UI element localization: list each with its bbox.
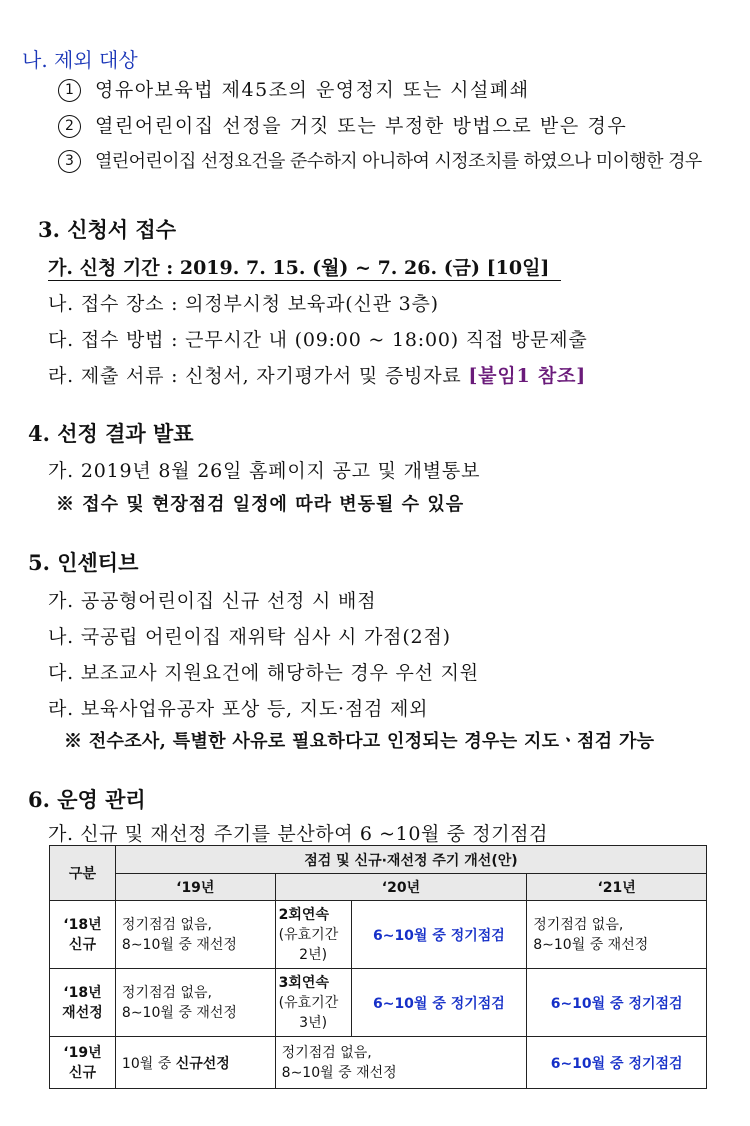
table-main-header: 점검 및 신규·재선정 주기 개선(안) — [115, 846, 706, 874]
incentive-item-1: 가. 공공형어린이집 신규 선정 시 배점 — [48, 590, 377, 612]
cell-text: 8∼10월 중 재선정 — [533, 936, 649, 953]
cell-text: 8∼10월 중 재선정 — [121, 936, 237, 953]
section-title-application: 3. 신청서 접수 — [38, 217, 176, 242]
cell-text: (유효기간 — [278, 926, 339, 943]
cell-text: 2년) — [299, 946, 328, 963]
cell-text: 정기점검 없음, — [533, 916, 624, 933]
cell-text: 정기점검 없음, — [121, 916, 212, 933]
cell-19 — [115, 1037, 275, 1089]
row-label-year: ‘18년 — [63, 984, 102, 1001]
cell-text: 신규선정 — [175, 1055, 230, 1072]
cell-20-inspection: 6∼10월 중 정기점검 — [351, 901, 527, 969]
cell-text: 3년) — [299, 1014, 328, 1031]
result-note: ※ 접수 및 현장점검 일정에 따라 변동될 수 있음 — [56, 494, 465, 515]
cell-21 — [527, 901, 707, 969]
year-header-21: ‘21년 — [527, 874, 707, 901]
cell-19 — [115, 969, 275, 1037]
application-period-text: 가. 신청 기간 : 2019. 7. 15. (월) ~ 7. 26. (금) [10일] — [48, 257, 561, 281]
application-documents-text: 라. 제출 서류 : 신청서, 자기평가서 및 증빙자료 — [48, 365, 462, 387]
incentive-item-2: 나. 국공립 어린이집 재위탁 심사 시 가점(2점) — [48, 626, 451, 648]
row-label-type: 재선정 — [62, 1004, 103, 1021]
cell-text: 2회연속 — [278, 906, 329, 923]
application-method: 다. 접수 방법 : 근무시간 내 (09:00 ~ 18:00) 직접 방문제출 — [48, 329, 588, 351]
attachment-reference: [붙임1 참조] — [468, 365, 587, 387]
circled-number: 2 — [58, 115, 81, 138]
exclusion-item-text: 열린어린이집 선정요건을 준수하지 아니하여 시정조치를 하였으나 미이행한 경우 — [95, 151, 702, 172]
application-period — [48, 253, 561, 280]
exclusion-item-2 — [58, 111, 627, 138]
year-header-20: ‘20년 — [275, 874, 527, 901]
cell-text: 8∼10월 중 재선정 — [281, 1064, 397, 1081]
cell-text: 3회연속 — [278, 974, 329, 991]
incentive-note: ※ 전수조사, 특별한 사유로 필요하다고 인정되는 경우는 지도ㆍ점검 가능 — [64, 731, 655, 752]
incentive-item-3: 다. 보조교사 지원요건에 해당하는 경우 우선 지원 — [48, 662, 479, 684]
cell-text: 8∼10월 중 재선정 — [121, 1004, 237, 1021]
row-label-year: ‘19년 — [63, 1044, 102, 1061]
exclusion-item-3 — [58, 147, 702, 173]
exclusion-item-text: 영유아보육법 제45조의 운영정지 또는 시설폐쇄 — [95, 79, 530, 101]
inspection-schedule-table — [49, 845, 707, 1089]
application-documents — [48, 361, 586, 388]
table-row — [50, 901, 707, 969]
circled-number: 1 — [58, 79, 81, 102]
row-label — [50, 901, 116, 969]
application-place: 나. 접수 장소 : 의정부시청 보육과(신관 3층) — [48, 293, 439, 315]
cell-21: 6∼10월 중 정기점검 — [527, 1037, 707, 1089]
section-title-result: 4. 선정 결과 발표 — [28, 421, 194, 446]
row-label-type: 신규 — [68, 936, 96, 953]
table-row — [50, 969, 707, 1037]
cell-text: 정기점검 없음, — [281, 1044, 372, 1061]
cell-text: (유효기간 — [278, 994, 339, 1011]
section-title-operation: 6. 운영 관리 — [28, 787, 146, 812]
cell-20-inspection: 6∼10월 중 정기점검 — [351, 969, 527, 1037]
year-header-19: ‘19년 — [115, 874, 275, 901]
row-label-type: 신규 — [68, 1064, 96, 1081]
exclusion-item-text: 열린어린이집 선정을 거짓 또는 부정한 방법으로 받은 경우 — [95, 115, 628, 137]
operation-item: 가. 신규 및 재선정 주기를 분산하여 6 ~10월 중 정기점검 — [48, 823, 549, 845]
row-label — [50, 1037, 116, 1089]
cell-text: 10월 중 — [121, 1055, 176, 1072]
exclusion-item-1 — [58, 75, 530, 102]
table-corner-header: 구분 — [50, 846, 116, 901]
result-announcement: 가. 2019년 8월 26일 홈페이지 공고 및 개별통보 — [48, 460, 481, 482]
cell-20 — [275, 1037, 527, 1089]
cell-20-term — [275, 969, 351, 1037]
section-title-incentive: 5. 인센티브 — [28, 550, 139, 575]
row-label — [50, 969, 116, 1037]
cell-20-term — [275, 901, 351, 969]
circled-number: 3 — [58, 150, 81, 173]
incentive-item-4: 라. 보육사업유공자 포상 등, 지도·점검 제외 — [48, 698, 429, 720]
cell-21: 6∼10월 중 정기점검 — [527, 969, 707, 1037]
table-row — [50, 1037, 707, 1089]
cell-text: 정기점검 없음, — [121, 984, 212, 1001]
cell-19 — [115, 901, 275, 969]
row-label-year: ‘18년 — [63, 916, 102, 933]
section-title-exclusion: 나. 제외 대상 — [22, 48, 138, 72]
